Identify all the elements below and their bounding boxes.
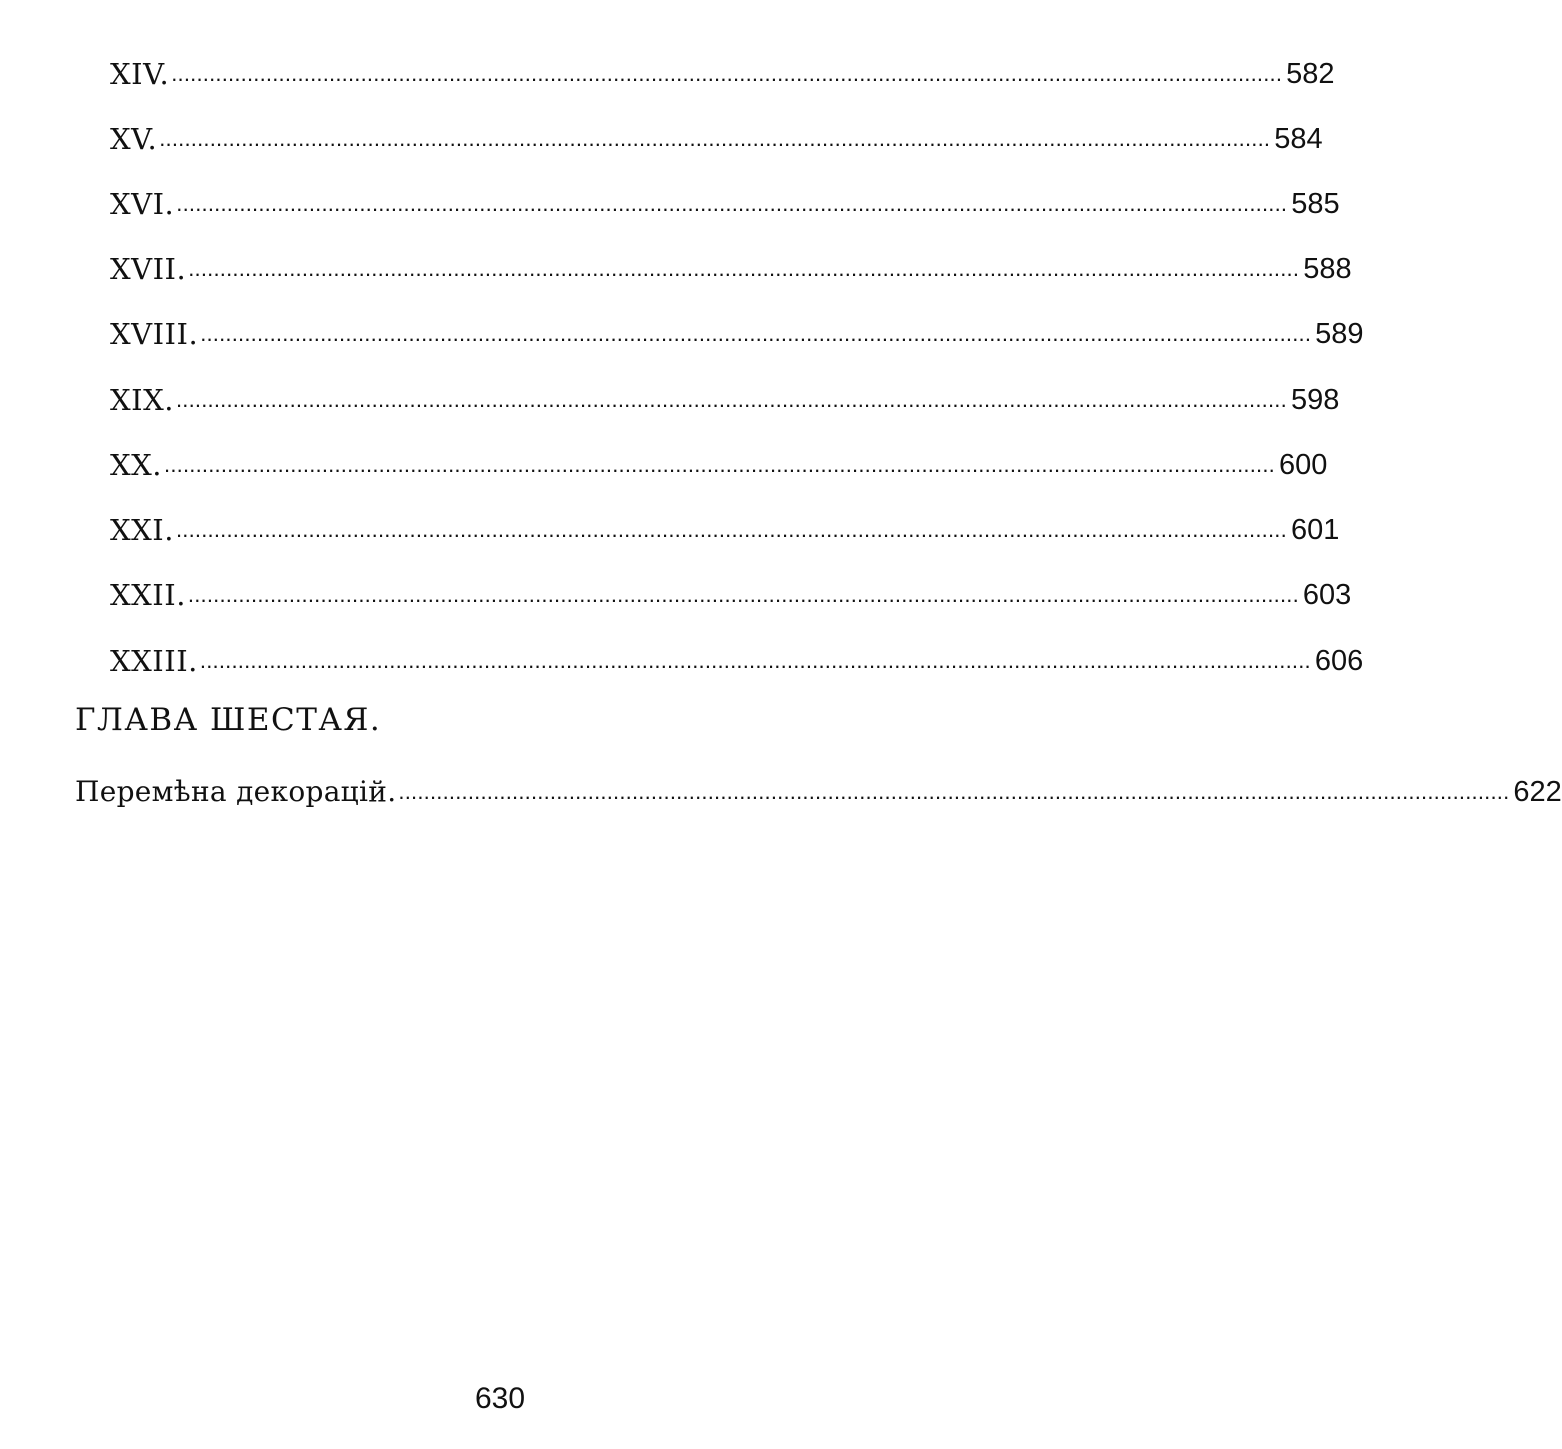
toc-entry-page: 589 <box>1315 318 1364 350</box>
dot-leader: ................................................................................................................................................................................ <box>187 582 1299 607</box>
dot-leader: ................................................................................................................................................................................ <box>398 779 1510 804</box>
toc-entry-label: XVII. <box>110 252 187 286</box>
dot-leader: ................................................................................................................................................................................ <box>164 452 1275 477</box>
dot-leader: ................................................................................................................................................................................ <box>175 387 1287 412</box>
toc-entry-page: 588 <box>1303 253 1352 285</box>
toc-entry-xxi <box>110 506 1340 547</box>
toc-entry-xvii <box>110 245 1352 286</box>
chapter-heading: ГЛАВА ШЕСТАЯ. <box>75 702 382 738</box>
toc-entry-label: XV. <box>110 122 158 156</box>
toc-entry-page: 582 <box>1286 58 1335 90</box>
dot-leader: ................................................................................................................................................................................ <box>171 61 1283 86</box>
toc-entry-xvi <box>110 180 1340 221</box>
toc-entry-xiv <box>110 50 1335 91</box>
toc-entry-label: XIX. <box>110 383 174 417</box>
toc-entry-xix <box>110 376 1340 417</box>
toc-entry-page: 585 <box>1291 188 1340 220</box>
toc-entry-page: 606 <box>1314 645 1364 677</box>
dot-leader: ................................................................................................................................................................................ <box>175 517 1287 542</box>
toc-entry-xv <box>110 115 1323 156</box>
toc-entry-label: XVIII. <box>110 317 199 351</box>
dot-leader: ................................................................................................................................................................................ <box>199 648 1311 673</box>
toc-entry-label: Перемѣна декорацій. <box>75 775 397 808</box>
toc-entry-label: XXIII. <box>110 644 198 678</box>
toc-entry-label: XXI. <box>110 513 174 547</box>
dot-leader: ................................................................................................................................................................................ <box>176 191 1288 216</box>
toc-entry-page: 601 <box>1290 514 1340 546</box>
toc-entry-label: XXII. <box>110 578 186 612</box>
toc-entry-page: 584 <box>1274 123 1323 155</box>
toc-entry-label: XX. <box>110 448 163 482</box>
toc-entry-page: 598 <box>1290 384 1340 416</box>
toc-entry-label: XVI. <box>110 187 175 221</box>
toc-entry-xviii <box>110 310 1364 351</box>
dot-leader: ................................................................................................................................................................................ <box>188 256 1300 281</box>
toc-entry-xxiii <box>110 637 1364 678</box>
toc-entry-xxii <box>110 571 1352 612</box>
dot-leader: ................................................................................................................................................................................ <box>159 126 1271 151</box>
dot-leader: ................................................................................................................................................................................ <box>200 321 1312 346</box>
toc-entry-label: XIV. <box>110 57 170 91</box>
toc-entry-page: 600 <box>1278 449 1328 481</box>
page-number: 630 <box>474 1382 526 1415</box>
toc-entry-page: 622 <box>1513 776 1562 808</box>
toc-entry-xx <box>110 441 1328 482</box>
toc-entry-page: 603 <box>1302 579 1352 611</box>
toc-entry-chapter-six <box>75 768 1562 808</box>
